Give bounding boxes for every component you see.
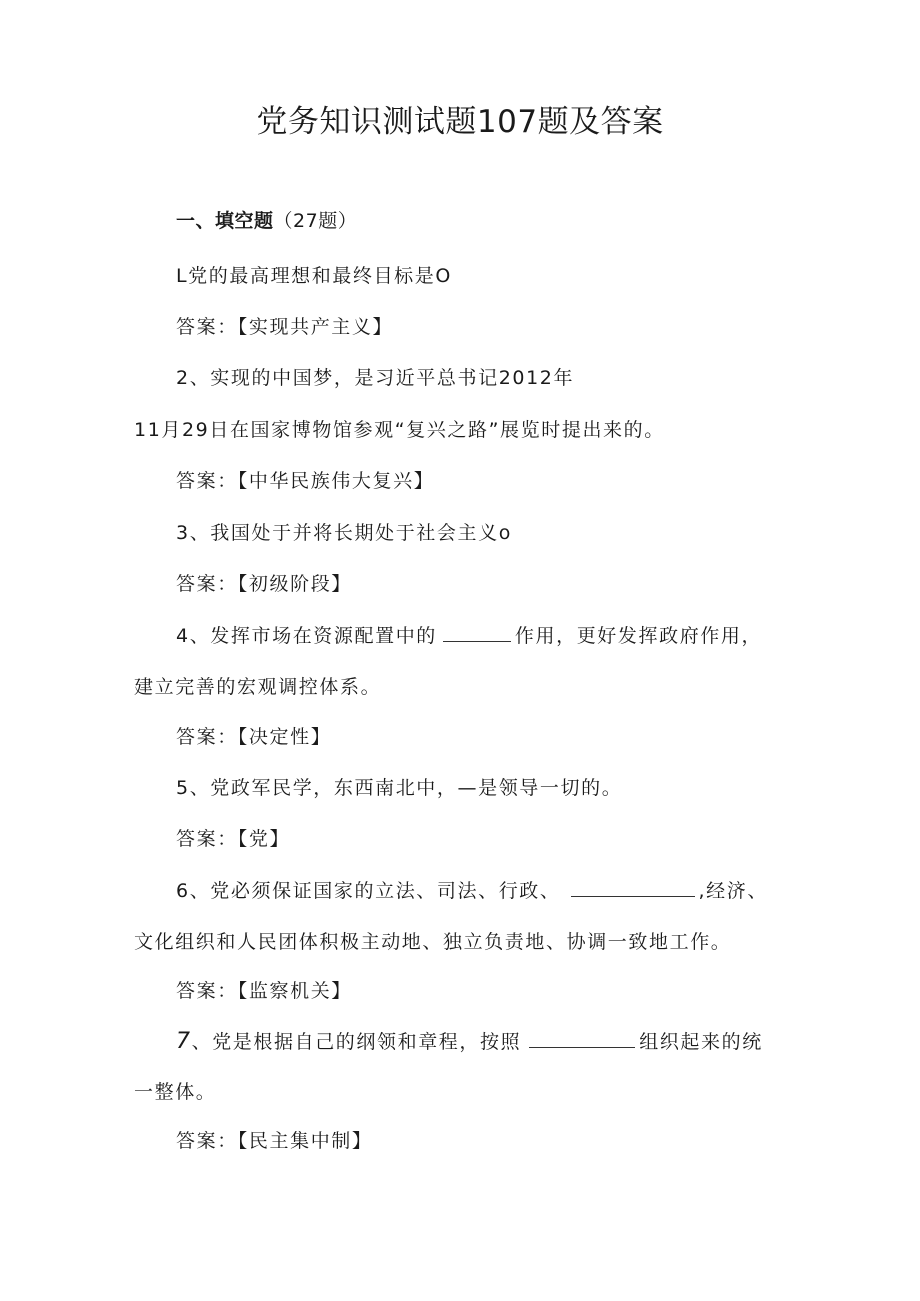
question-7-text-after: 组织起来的统 (639, 1031, 763, 1053)
question-4-text-after: 作用，更好发挥政府作用， (514, 625, 763, 647)
answer-6: 答案：【监察机关】 (176, 980, 352, 1002)
question-7-text-before: 、党是根据自己的纲领和章程，按照 (191, 1031, 522, 1053)
question-1: L党的最高理想和最终目标是O (176, 265, 452, 287)
answer-7: 答案：【民主集中制】 (176, 1130, 373, 1152)
question-4-line-2: 建立完善的宏观调控体系。 (134, 676, 382, 698)
question-7-line-2: 一整体。 (134, 1081, 217, 1103)
section-heading (176, 207, 357, 235)
section-count: （27题） (273, 210, 358, 232)
question-6-line-2: 文化组织和人民团体积极主动地、独立负责地、协调一致地工作。 (134, 931, 732, 953)
question-7-line-1 (176, 1028, 763, 1056)
answer-4: 答案：【决定性】 (176, 726, 332, 748)
answer-2: 答案：【中华民族伟大复兴】 (176, 470, 435, 492)
question-4-line-1 (176, 622, 762, 650)
question-6-line-1 (176, 877, 768, 905)
question-3: 3、我国处于并将长期处于社会主义o (176, 522, 512, 544)
question-7-number: 7 (176, 1029, 192, 1054)
question-4-text-before: 4、发挥市场在资源配置中的 (176, 625, 437, 647)
fill-in-blank (571, 878, 695, 897)
answer-1: 答案：【实现共产主义】 (176, 316, 394, 338)
section-heading-label: 一、填空题 (176, 210, 274, 232)
question-6-text-before: 6、党必须保证国家的立法、司法、行政、 (176, 880, 561, 902)
fill-in-blank (529, 1029, 635, 1048)
question-2-line-2: 11月29日在国家博物馆参观“复兴之路”展览时提出来的。 (134, 419, 665, 441)
answer-5: 答案：【党】 (176, 828, 291, 850)
answer-3: 答案：【初级阶段】 (176, 573, 352, 595)
fill-in-blank (443, 623, 511, 642)
question-5: 5、党政军民学，东西南北中，—是领导一切的。 (176, 777, 623, 799)
document-title: 党务知识测试题107题及答案 (256, 104, 664, 140)
question-2-line-1: 2、实现的中国梦，是习近平总书记2012年 (176, 367, 575, 389)
question-6-text-after: ,经济、 (698, 880, 768, 902)
